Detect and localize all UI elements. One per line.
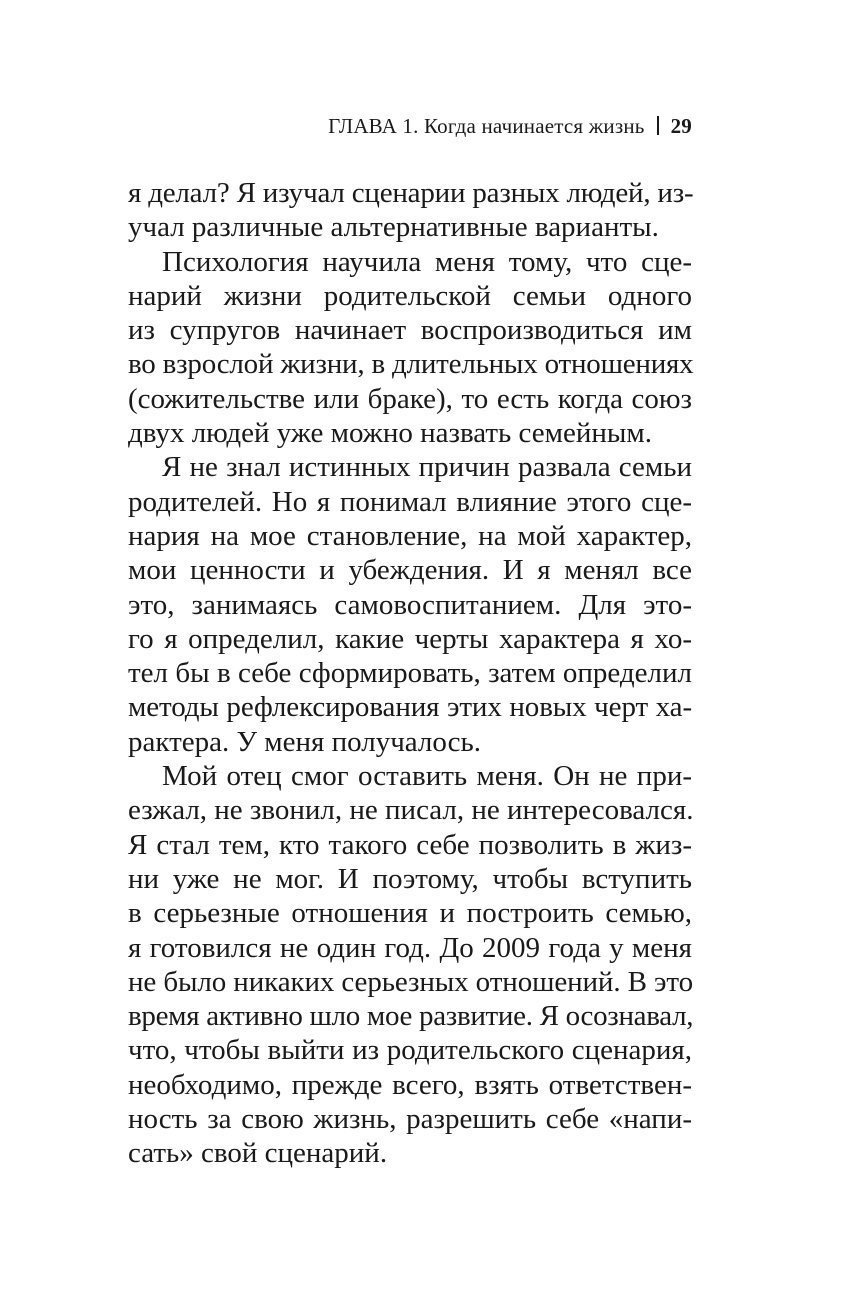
chapter-title: ГЛАВА 1. Когда начинается жизнь bbox=[328, 114, 645, 138]
paragraph bbox=[128, 245, 692, 451]
text-line: не было никаких серьезных отношений. В это bbox=[128, 965, 693, 998]
text-line: рактера. У меня получалось. bbox=[128, 725, 481, 758]
text-line: я готовился не один год. До 2009 года у меня bbox=[128, 931, 692, 964]
text-line: Я не знал истинных причин развала семьи bbox=[162, 451, 692, 484]
text-line: в серьезные отношения и построить семью, bbox=[128, 897, 692, 930]
text-line: Я стал тем, кто такого себе позволить в жиз- bbox=[128, 828, 692, 861]
text-line: что, чтобы выйти из родительского сценария, bbox=[128, 1034, 692, 1067]
text-line: учал различные альтернативные варианты. bbox=[128, 211, 659, 244]
text-line: сать» свой сценарий. bbox=[128, 1137, 388, 1170]
body-text bbox=[128, 176, 692, 1171]
text-line: Психология научила меня тому, что сце- bbox=[162, 245, 692, 278]
text-line: я делал? Я изучал сценарии разных людей, из- bbox=[128, 177, 694, 209]
text-line: ность за свою жизнь, разрешить себе «напи- bbox=[128, 1103, 692, 1136]
text-line: Мой отец смог оставить меня. Он не при- bbox=[162, 760, 692, 793]
text-line: нарий жизни родительской семьи одного bbox=[128, 279, 692, 312]
paragraph bbox=[128, 176, 692, 245]
text-line: это, занимаясь самовоспитанием. Для это- bbox=[128, 588, 692, 621]
text-line: ни уже не мог. И поэтому, чтобы вступить bbox=[128, 862, 692, 895]
text-line: езжал, не звонил, не писал, не интересовался. bbox=[128, 794, 694, 827]
text-line: из супругов начинает воспроизводиться им bbox=[128, 314, 692, 347]
text-line: во взрослой жизни, в длительных отношениях bbox=[128, 348, 694, 381]
paragraph bbox=[128, 450, 692, 759]
text-line: методы рефлексирования этих новых черт ха- bbox=[128, 691, 692, 724]
text-line: (сожительстве или браке), то есть когда союз bbox=[128, 382, 692, 415]
text-line: нария на мое становление, на мой характер, bbox=[128, 519, 692, 552]
text-line: родителей. Но я понимал влияние этого сце- bbox=[128, 485, 692, 518]
running-header bbox=[328, 114, 692, 139]
text-line: необходимо, прежде всего, взять ответствен- bbox=[128, 1068, 692, 1101]
text-line: двух людей уже можно назвать семейным. bbox=[128, 417, 652, 450]
page-number: 29 bbox=[670, 114, 692, 138]
text-line: тел бы в себе сформировать, затем определил bbox=[128, 657, 692, 690]
text-line: мои ценности и убеждения. И я менял все bbox=[128, 554, 692, 587]
text-line: го я определил, какие черты характера я хо- bbox=[128, 622, 692, 655]
text-line: время активно шло мое развитие. Я осознавал, bbox=[128, 1000, 694, 1033]
header-separator bbox=[657, 116, 659, 135]
paragraph bbox=[128, 759, 692, 1171]
